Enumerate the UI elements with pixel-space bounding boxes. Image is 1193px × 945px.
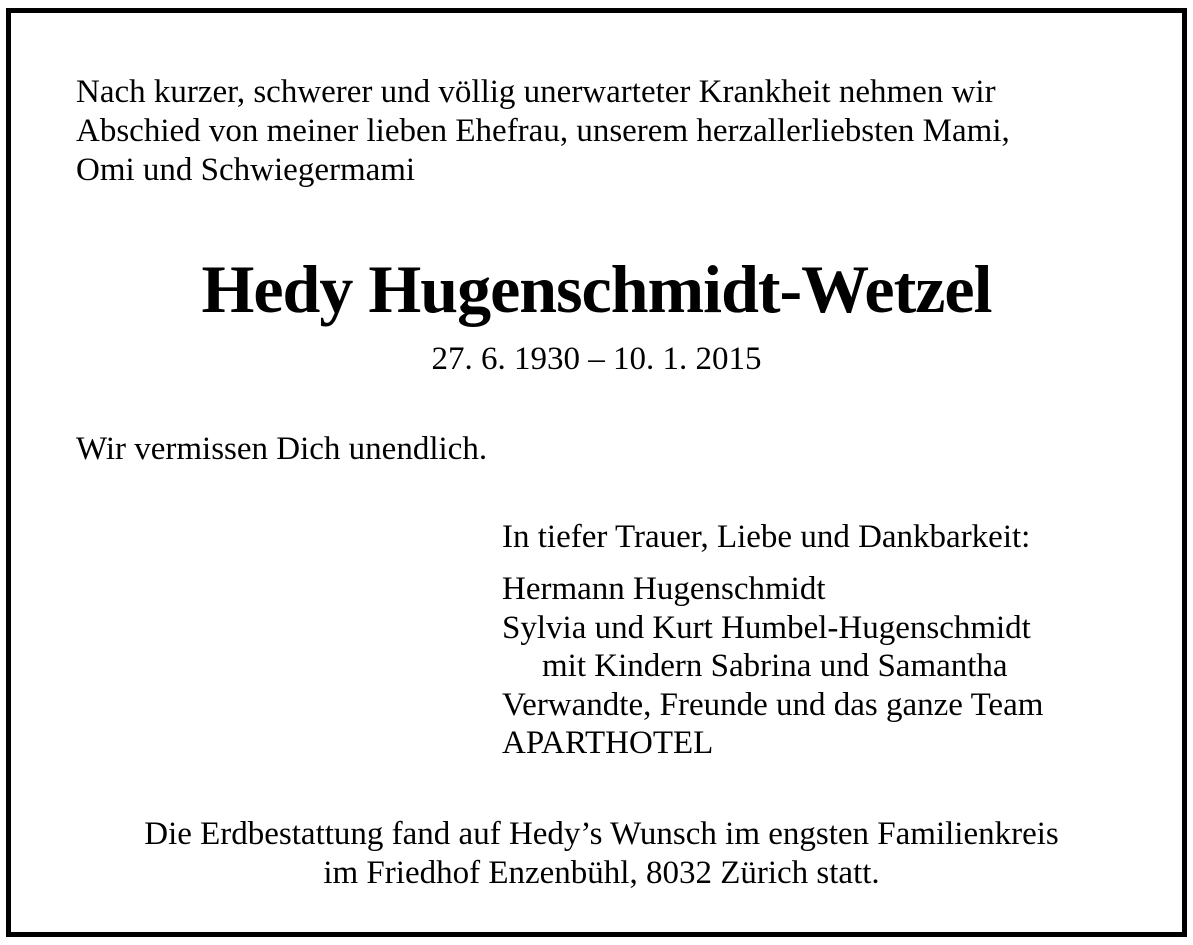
- mourners-list: [502, 570, 1043, 763]
- farewell-message: Wir vermissen Dich unendlich.: [76, 431, 488, 467]
- mourner-line: Sylvia und Kurt Humbel-Hugenschmidt: [502, 609, 1031, 646]
- mourner-line: APARTHOTEL: [502, 725, 714, 761]
- intro-line: Omi und Schwiegermami: [76, 152, 416, 188]
- obituary-notice: [6, 8, 1187, 937]
- burial-line: im Friedhof Enzenbühl, 8032 Zürich statt.: [323, 855, 880, 891]
- burial-notice: [11, 815, 1192, 893]
- intro-line: Nach kurzer, schwerer und völlig unerwarteter Krankheit nehmen wir: [76, 74, 996, 110]
- mourners-heading: In tiefer Trauer, Liebe und Dankbarkeit:: [502, 519, 1031, 555]
- life-dates: 27. 6. 1930 – 10. 1. 2015: [431, 341, 762, 377]
- mourner-line: Verwandte, Freunde und das ganze Team: [502, 686, 1044, 723]
- mourner-line: mit Kindern Sabrina und Samantha: [542, 648, 1008, 684]
- intro-line: Abschied von meiner lieben Ehefrau, unserem herzallerliebsten Mami,: [76, 113, 1010, 149]
- mourner-line: Hermann Hugenschmidt: [502, 571, 826, 607]
- intro-text: [76, 73, 1156, 190]
- burial-line: Die Erdbestattung fand auf Hedy’s Wunsch im engsten Familienkreis: [144, 816, 1059, 852]
- deceased-name: Hedy Hugenschmidt-Wetzel: [201, 251, 992, 327]
